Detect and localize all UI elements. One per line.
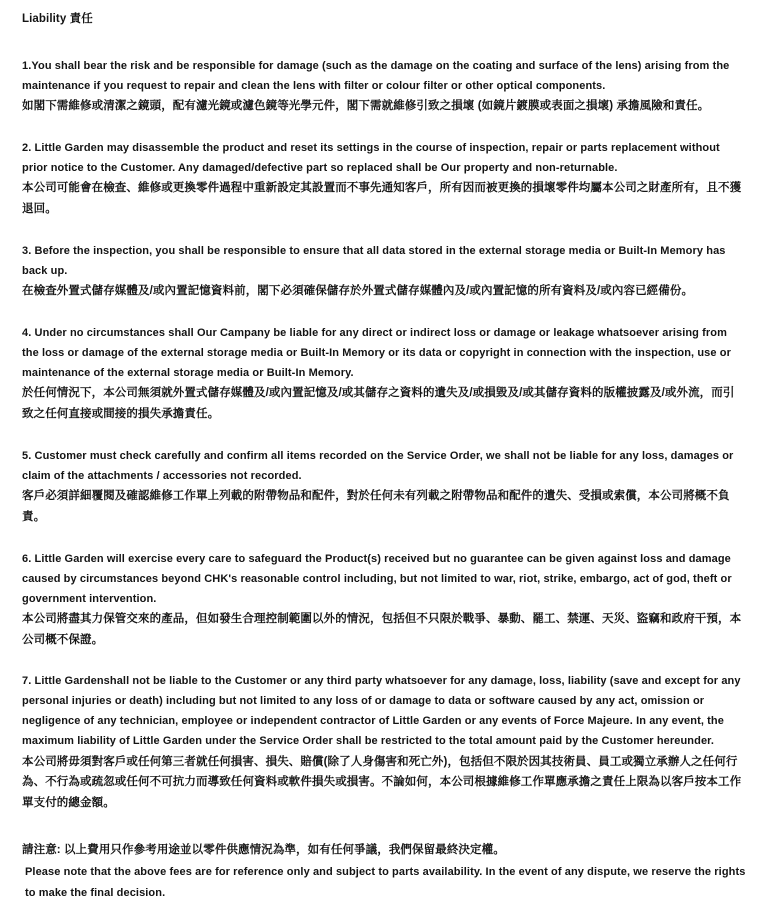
clause-5-text-zh: 客戶必須詳細覆閱及確認維修工作單上列載的附帶物品和配件，對於任何未有列載之附帶物品和配件的遺失、受損或索償，本公司將概不負責。 [22,489,730,523]
clause-3 [22,241,746,302]
clause-4-text-en: 4. Under no circumstances shall Our Campany be liable for any direct or indirect loss or damage or leakage whatsoever arising from the loss or damage of the external storage media or Built-In Memory or its data or copyright in connection with the inspection, use or maintenance of the external storage media or Built-In Memory. [22,326,731,379]
clause-4 [22,323,746,425]
clause-6-text-en: 6. Little Garden will exercise every care to safeguard the Product(s) received but no guarantee can be given against loss and damage caused by circumstances beyond CHK's reasonable control including, but not limited to war, riot, strike, embargo, act of god, theft or government intervention. [22,552,732,605]
clause-2 [22,138,746,220]
clause-2-text-zh: 本公司可能會在檢查、維修或更換零件過程中重新設定其設置而不事先通知客戶，所有因而被更換的損壞零件均屬本公司之財產所有，且不獲退回。 [22,181,742,215]
clause-6 [22,549,746,651]
clause-3-text-en: 3. Before the inspection, you shall be responsible to ensure that all data stored in the external storage media or Built-In Memory has back up. [22,244,726,277]
final-note-text-zh: 請注意: 以上費用只作參考用途並以零件供應情況為準，如有任何爭議，我們保留最終決定權。 [22,844,505,857]
clause-4-text-zh: 於任何情況下，本公司無須就外置式儲存媒體及/或內置記憶及/或其儲存之資料的遺失及/或損毀及/或其儲存資料的版權披露及/或外流，而引致之任何直接或間接的損失承擔責任。 [22,386,735,420]
clause-1 [22,56,746,117]
clause-5 [22,446,746,528]
final-note-text-en: Please note that the above fees are for reference only and subject to parts availability. In the event of any dispute, we reserve the rights to make the final decision. [25,866,746,899]
clause-6-text-zh: 本公司將盡其力保管交來的產品，但如發生合理控制範圍以外的情況，包括但不只限於戰爭、暴動、罷工、禁運、天災、盜竊和政府干預，本公司概不保證。 [22,612,742,646]
clause-2-text-en: 2. Little Garden may disassemble the product and reset its settings in the course of inspection, repair or parts replacement without prior notice to the Customer. Any damaged/defective part so replaced shall be Our property and non-returnable. [22,141,720,174]
clause-5-text-en: 5. Customer must check carefully and confirm all items recorded on the Service Order, we shall not be liable for any loss, damages or claim of the attachments / accessories not recorded. [22,449,734,482]
clause-7-text-zh: 本公司將毋須對客戶或任何第三者就任何損害、損失、賠償(除了人身傷害和死亡外)，包括但不限於因其技術員、員工或獨立承辦人之任何行為、不行為或疏忽或任何不可抗力而導致任何資料或軟件損失或損害。不論如何，本公司根據維修工作單應承擔之責任上限為以客戶按本工作單支付的總金額。 [22,755,742,810]
clause-1-text-en: 1.You shall bear the risk and be responsible for damage (such as the damage on the coating and surface of the lens) arising from the maintenance if you request to repair and clean the lens with filter or colour filter or other optical components. [22,60,730,93]
final-note [22,840,746,904]
page-title: Liability 責任 [22,13,93,25]
clause-7-text-en: 7. Little Gardenshall not be liable to the Customer or any third party whatsoever for any damage, loss, liability (save and except for any personal injuries or death) including but not limited to any loss of or damage to data or software caused by any act, omission or negligence of any technician, employee or independent contractor of Little Garden or any events of Force Majeure. In any event, the maximum liability of Little Garden under the Service Order shall be restricted to the total amount paid by the Customer hereunder. [22,675,741,748]
clause-7 [22,671,746,814]
clause-3-text-zh: 在檢查外置式儲存媒體及/或內置記憶資料前，閣下必須確保儲存於外置式儲存媒體內及/或內置記憶的所有資料及/或內容已經備份。 [22,284,694,297]
clause-1-text-zh: 如閣下需維修或清潔之鏡頭，配有濾光鏡或濾色鏡等光學元件，閣下需就維修引致之損壞 (如鏡片鍍膜或表面之損壞) 承擔風險和責任。 [22,100,710,113]
